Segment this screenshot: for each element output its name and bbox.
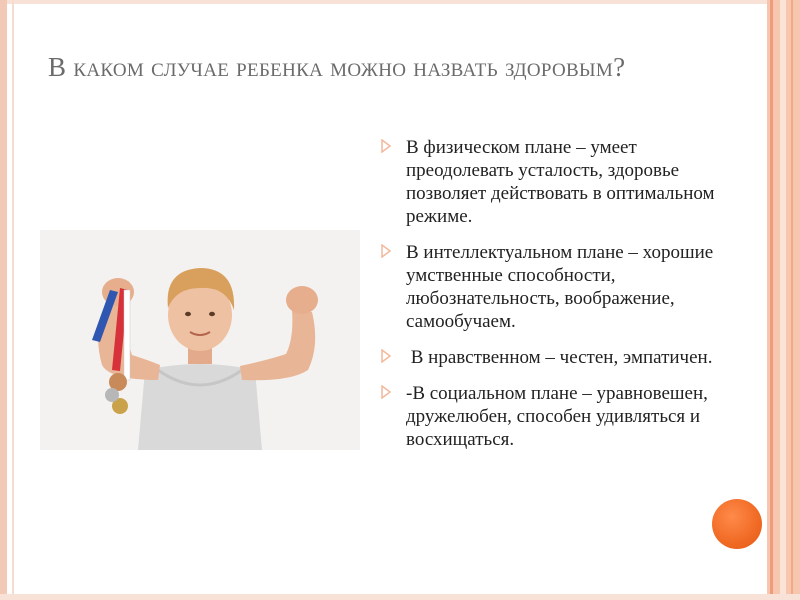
- boy-with-medals-photo: [40, 230, 360, 450]
- bullet-item-intellectual: [378, 241, 748, 333]
- bullet-text: В физическом плане – умеет преодолевать усталость, здоровье позволяет действовать в оптимальном режиме.: [406, 137, 715, 227]
- slide-left-border: [0, 0, 7, 600]
- bullet-item-moral: [378, 346, 748, 369]
- slide-right-stripe: [780, 0, 786, 600]
- boy-illustration: [40, 230, 360, 450]
- bullet-text: В интеллектуальном плане – хорошие умственные способности, любознательность, воображение, самообучаем.: [406, 242, 714, 332]
- slide-bottom-border: [0, 594, 800, 600]
- bullet-marker-icon: [380, 139, 392, 153]
- slide-title: В каком случае ребенка можно назвать здоровым?: [48, 52, 626, 82]
- bullet-list: [378, 136, 748, 464]
- slide-right-stripe: [770, 0, 773, 600]
- slide-right-stripe: [791, 0, 793, 600]
- bullet-text: В нравственном – честен, эмпатичен.: [406, 347, 713, 368]
- bullet-marker-icon: [380, 385, 392, 399]
- slide-left-border-line: [12, 0, 14, 600]
- bullet-item-social: [378, 382, 748, 451]
- bullet-item-physical: [378, 136, 748, 228]
- bullet-marker-icon: [380, 349, 392, 363]
- bullet-marker-icon: [380, 244, 392, 258]
- bullet-text: -В социальном плане – уравновешен, дружелюбен, способен удивляться и восхищаться.: [406, 383, 708, 450]
- orange-circle-icon: [712, 499, 762, 549]
- slide-top-border: [0, 0, 800, 4]
